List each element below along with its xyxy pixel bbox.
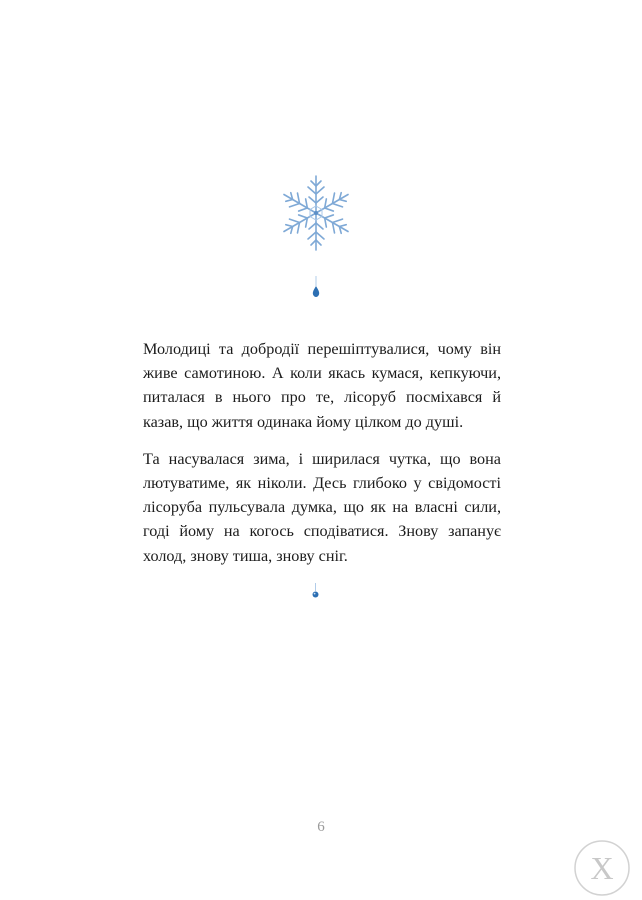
snowflake-icon [275,172,357,254]
paragraph: Молодиці та добродії перешіптувалися, чому він живе самотиною. А коли якась кумася, кепкуючи, питалася в нього про те, лісоруб посміхався й казав, що життя одинака йому цілком до душі. [143,340,501,431]
watermark-logo [572,838,632,898]
watermark-letter: Х [590,850,614,886]
page-number: 6 [317,819,325,835]
water-drop-icon [311,276,321,298]
body-text [143,337,501,581]
water-drop-icon [311,583,320,599]
paragraph: Та насувалася зима, і ширилася чутка, що вона лютуватиме, як ніколи. Десь глибоко у свідомості лісоруба пульсувала думка, що як на власні сили, годі йому на когось сподіватися. Знову запанує холод, знову тиша, знову сніг. [143,449,501,565]
